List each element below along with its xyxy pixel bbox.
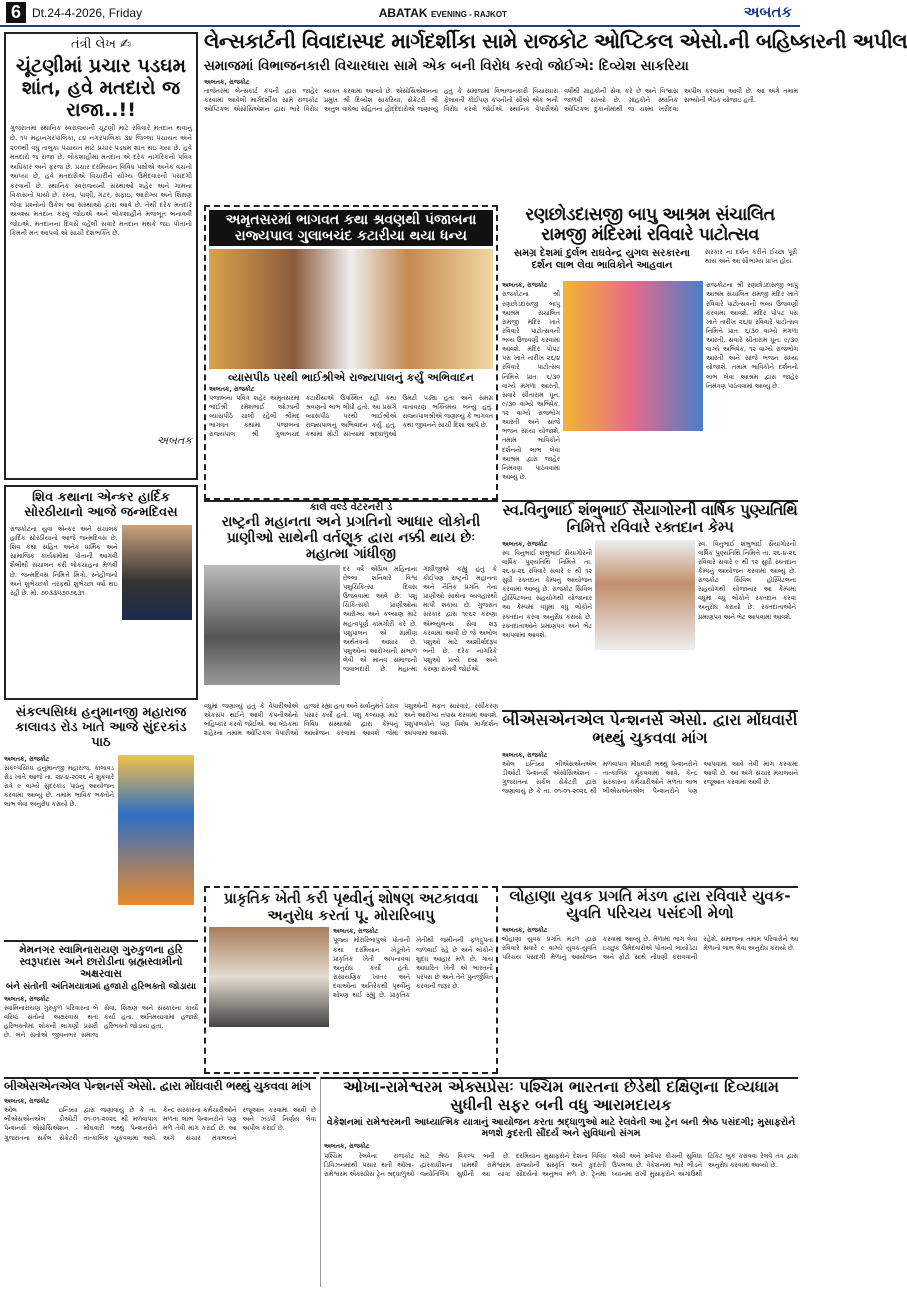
ranchhod-subhead: સમગ્ર દેશમાં દુર્લભ રાઘવેન્દ્ર યુગલ સરકારના દર્શન લાભ લેવા ભાવિકોને આહવાન	[513, 248, 691, 271]
issue-date: Dt.24-4-2026, Friday	[32, 5, 143, 20]
okha-headline: ઓખા-રામેશ્વરમ એક્સપ્રેસઃ પશ્ચિમ ભારતના છેડેથી દક્ષિણના દિવ્યધામ સુધીની સફર બની વધુ આરામદાયક	[343, 1078, 779, 1114]
gurukul-story	[4, 940, 198, 1074]
bsnl-story-2	[4, 1077, 316, 1287]
vinubhai-story	[502, 500, 798, 706]
page-number: 6	[6, 2, 26, 23]
bsnl-dateline: અબતક, રાજકોટ	[502, 751, 548, 759]
amritsar-headline: અમૃતસરમાં ભાગવત કથા શ્રવણથી પંજાબના રાજ્યપાલ ગુલાબચંદ કટારીયા થયા ધન્ય	[209, 210, 493, 246]
amritsar-story	[204, 205, 498, 500]
continued-body: વધુમાં જણાવ્યું હતું કે વેપારીઓએ એકસંપ થઈને આવી કંપનીઓનો બહિષ્કાર કરવો જોઈએ. આ બેઠકમાં શહેરના તમામ ઓપ્ટિકલ વેપારીઓ હાજર રહ્યા હતા અને સર્વાનુમતે ઠરાવ પસાર કર્યો હતો. પશુ કલ્યાણ માટે વિવિધ સંસ્થાઓ દ્વારા કેમ્પનું આયોજન કરવામાં આવશે જેમાં પશુઓની મફત સારવાર, રસીકરણ અને આરોગ્ય તપાસ કરવામાં આવશે. પશુપાલકોને પણ વિશેષ માર્ગદર્શન આપવામાં આવશે.	[204, 703, 498, 738]
hanuman-dateline: અબતક, રાજકોટ	[4, 755, 50, 763]
lohana-headline: લોહાણા યુવક પ્રગતિ મંડળ દ્વારા રવિવારે યુવક-યુવતિ પરિચય પસંદગી મેળો	[509, 887, 791, 923]
masthead-sub: EVENING - RAJKOT	[430, 9, 507, 19]
masthead-title: ABATAK	[378, 5, 428, 20]
morari-headline: પ્રાકૃતિક ખેતી કરી પૃથ્વીનું શોષણ અટકાવવા અનુરોધ કરતાં પૂ. મોરારિબાપુ	[223, 891, 479, 924]
morari-story	[204, 886, 498, 1074]
top-story-body: તાજેતરમાં લેન્સકાર્ટ કંપની દ્વારા જાહેર કરવામાં આવેલી માર્ગદર્શીકા સામે રાજકોટ ઓપ્ટિકલ એસોસિએશન દ્વારા ભારે વિરોધ વ્યક્ત કરવામાં આવ્યો છે. એસોસિએશનના પ્રમુખ શ્રી દિવ્યેશ સાકરિયા, સેક્રેટરી શ્રી અતુલ વાઘેલા સહિતના હોદ્દેદારોએ જણાવ્યું હતું કે સમાજમાં વિભાજનકારી વિચારધારા ફેલાવતી કોઈપણ કંપનીનો સૌએ એક બની વિરોધ કરવો જોઈએ. સ્થાનિક વેપારીઓ વર્ષોથી ગ્રાહકોની સેવા કરે છે અને વિશ્વાસ જાળવી રાખ્યો છે. ગ્રાહકોને સ્થાનિક ઓપ્ટિકલ દુકાનોમાંથી જ ચશ્મા ખરીદવા અપીલ કરવામાં આવી છે. આ અંગે તમામ સભ્યોની બેઠક યોજાઇ હતી.	[204, 87, 798, 113]
hanuman-story	[4, 706, 198, 938]
ranchhod-headline: રણછોડદાસજી બાપુ આશ્રમ સંચાલિત રામજી મંદિરમાં રવિવારે પાટોત્સવ	[525, 205, 775, 246]
gurukul-subhead: બંને સંતોની અંતિમયાત્રામાં હજારો હરિભક્તો જોડાયા	[5, 982, 197, 993]
amritsar-photo	[209, 249, 493, 369]
editorial-body: ગુજરાતમાં સ્થાનિક સ્વરાજ્યની ચૂંટણી માટે રવિવારે મતદાન થવાનું છે. ૧૫ મહાનગરપાલિકા, ૮૪ નગરપાલિકા ૩૪ જિલ્લા પંચાયત અને ૨૦૦થી વધુ તાલુકા પંચાયત માટે પ્રચાર પડઘમ શાંત થઇ ગયા છે. હવે મતદારો જ રાજા છે. લોકશાહીમાં મતદાન એ દરેક નાગરિકનો પવિત્ર અધિકાર અને ફરજ છે. પ્રચાર દરમિયાન વિવિધ પક્ષોએ અનેક વચનો આપ્યા છે, હવે મતદારોએ વિચારીને યોગ્ય ઉમેદવારની પસંદગી કરવાની છે. સ્થાનિક સ્વરાજ્યની સંસ્થાઓ શહેર અને ગામના વિકાસનો પાયો છે. રસ્તા, પાણી, ગટર, સફાઇ, આરોગ્ય અને શિક્ષણ જેવા પ્રશ્નોનો ઉકેલ આ સંસ્થાઓ દ્વારા આવે છે. તેથી દરેક મતદારે અવશ્ય મતદાન કરવું જોઇએ અને લોકશાહીને મજબૂત બનાવવી જોઇએ. મતદાનના દિવસે વહેલી સવારે મતદાન મથકે જઇ પોતાનો કિંમતી મત આપવો એ સાચી દેશભક્તિ છે.	[10, 124, 192, 238]
hanuman-headline: સંકલ્પસિધ્ધ હનુમાનજી મહારાજ કાલાવડ રોડ ખાતે આજે સુંદરકાંડ પાઠ	[15, 705, 187, 750]
morari-body: પૂજ્ય મોરારિબાપુએ પોતાની કથા દરમિયાન ખેડૂતોને પ્રાકૃતિક ખેતી અપનાવવા અનુરોધ કર્યો હતો. રાસાયણિક ખાતર અને દવાઓના અતિરેકથી પૃથ્વીનું શોષણ થઈ રહ્યું છે. પ્રાકૃતિક ખેતીથી જમીનની ફળદ્રુપતા જળવાઈ રહે છે અને લોકોને શુદ્ધ આહાર મળે છે. ગાય આધારિત ખેતી એ ભારતની પરંપરા છે અને તેને પુનર્જીવિત કરવાની જરૂર છે.	[333, 937, 493, 1000]
gurukul-headline: મેમનગર સ્વામિનારાયણ ગુરુકુળના હરિ સ્વરૂપદાસ અને છારોડીના બ્રહ્મસ્વામીનો અક્ષરવાસ	[19, 944, 183, 981]
top-story	[204, 29, 907, 202]
amritsar-caption: વ્યાસપીઠ પરથી ભાઈશ્રીએ રાજ્યપાલનું કર્યું અભિવાદન	[227, 371, 475, 385]
bsnl2-body: ઓલ ઇન્ડિયા બીએસએનએલ ડીઓટી પેન્શનર્સ એસોસિએશન - ગુજરાતના સર્કલ સેક્રેટરી દ્વારા જણાવાયું છે કે તા. ૦૧-૦૧-૨૦૨૬ થી મળવાપાત્ર મોંઘવારી ભથ્થું પેન્શનરોને તાત્કાલિક ચૂકવવામાં આવે. કેન્દ્ર સરકારના કર્મચારીઓને મળતા લાભ પેન્શનરોને પણ મળે તેવી માંગ કરાઈ છે. આ અંગે સંચાર મંત્રાલયને રજૂઆત કરવામાં આવી છે અને ઝડપી નિર્ણય લેવા અપીલ કરાઈ છે.	[4, 1107, 316, 1142]
vinubhai-photo	[595, 540, 695, 650]
editorial-box	[4, 32, 198, 480]
okha-subhead: વેકેશનમાં રામેશ્વરમની આધ્યાત્મિક યાત્રાનું આયોજન કરતા શ્રદ્ધાળુઓ માટે રેલવેની આ ટ્રેન બની શ્રેષ્ઠ પસંદગી; મુસાફરોને મળશે કુદરતી સૌંદર્ય અને સુવિધાનો સંગમ	[326, 1116, 796, 1139]
ranchhod-side: સરકાર ના દર્શન કરીને ઈચ્છા પૂરી થાય અને આ સૌભાગ્ય પ્રાપ્ત હોય.	[705, 249, 797, 266]
brand-logo: અબતક	[743, 4, 792, 21]
editorial-tag-text: તંત્રી લેખ	[70, 37, 116, 52]
bsnl2-dateline: અબતક, રાજકોટ	[4, 1098, 50, 1105]
vet-kicker: કાલે વર્લ્ડ વેટરનરી ડે	[309, 502, 393, 513]
editorial-signature: અબતક	[156, 434, 192, 448]
ranchhod-body: રાજકોટના શ્રી રણછોડદાસજી બાપુ આશ્રમ સંચાલિત રામજી મંદિર ખાતે રવિવારે પાટોત્સવની ભવ્ય ઉજવણી કરવામાં આવશે. મંદિર પોપટ પરા ખાતે તારીખ ૨૬/૪ રવિવારે પાટોત્સવ નિમિત્તે પ્રાતઃ ૬/૩૦ વાગ્યે મંગળા આરતી, સવારે સીતારામ ધૂન, ૯/૩૦ વાગ્યે અભિષેક, ૧૨ વાગ્યે રાજભોગ આરતી અને સાંજે ભજન સંધ્યા યોજાશે. તમામ ભાવિકોને દર્શનનો લાભ લેવા આશ્રમ દ્વારા જાહેર નિમંત્રણ પાઠવવામાં આવ્યું છે.	[502, 291, 560, 481]
okha-story	[320, 1077, 798, 1287]
vet-headline: રાષ્ટ્રની મહાનતા અને પ્રગતિનો આધાર લોકોની પ્રાણીઓ સાથેની વર્તણૂક દ્વારા નક્કી થાય છેઃ મહાત્મા ગાંધીજી	[221, 513, 481, 562]
amritsar-body: પંજાબના પવિત્ર શહેર અમૃતસરમાં ભાઈશ્રી રમેશભાઈ ઓઝાની વ્યાસપીઠે ચાલી રહેલી શ્રીમદ્ ભાગવત કથામાં પંજાબના રાજ્યપાલ શ્રી ગુલાબચંદ કટારીયાએ ઉપસ્થિત રહી કથા શ્રવણનો લાભ લીધો હતો. આ પ્રસંગે વ્યાસપીઠ પરથી ભાઈશ્રીએ રાજ્યપાલનું અભિવાદન કર્યું હતું. કથામાં મોટી સંખ્યામાં શ્રદ્ધાળુઓ ઉમટી પડ્યા હતા અને સમગ્ર વાતાવરણ ભક્તિમય બન્યું હતું. રાજ્યપાલશ્રીએ જણાવ્યું કે ભાગવત કથા જીવનને સાચી દિશા આપે છે.	[209, 394, 493, 439]
vinubhai-headline: સ્વ.વિનુભાઈ શંભુભાઈ સૈયાગોરની વાર્ષિક પુણ્યતિથિ નિમિત્તે રવિવારે રક્તદાન કેમ્પ	[502, 501, 798, 537]
bsnl-body: ઓલ ઇન્ડિયા બીએસએનએલ ડીઓટી પેન્શનર્સ એસોસિએશન - ગુજરાતના સર્કલ સેક્રેટરી દ્વારા જણાવાયું છે કે તા. ૦૧-૦૧-૨૦૨૬ થી મળવાપાત્ર મોંઘવારી ભથ્થું પેન્શનરોને તાત્કાલિક ચૂકવવામાં આવે. કેન્દ્ર સરકારના કર્મચારીઓને મળતા લાભ બીએસએનએલ પેન્શનરોને પણ આપવામાં આવે તેવી માંગ કરવામાં આવી છે. આ અંગે સંચાર મંત્રાલયને રજૂઆત કરવામાં આવી છે.	[502, 760, 798, 796]
hardik-story	[4, 485, 198, 700]
page-header	[0, 0, 800, 27]
gurukul-body: સ્વામિનારાયણ ગુરુકુળ પરિવારના બે વરિષ્ઠ સંતોનો અક્ષરવાસ થતાં હરિભક્તોમાં શોકની લાગણી પ્રસરી છે. બંને સંતોએ જીવનભર સમાજ સેવા, શિક્ષણ અને સંસ્કારના કાર્યો કર્યા હતા. અંતિમયાત્રામાં હજારો હરિભક્તો જોડાયા હતા.	[4, 1004, 198, 1040]
vet-body: દર વર્ષે એપ્રિલ મહિનાના છેલ્લા શનિવારે વિશ્વ પશુચિકિત્સા દિવસ ઉજવવામાં આવે છે. પશુ ચિકિત્સકો પ્રાણીઓના આરોગ્ય અને કલ્યાણ માટે મહત્વપૂર્ણ કામગીરી કરે છે. પશુપાલન એ ગ્રામીણ અર્થતંત્રનો આધાર છે. પશુઓના આરોગ્યની સંભાળ લેવી એ માનવ સમાજની જવાબદારી છે. મહાત્મા ગાંધીજીએ કહ્યું હતું કે કોઈપણ રાષ્ટ્રની મહાનતા અને નૈતિક પ્રગતિ તેના પ્રાણીઓ સાથેના વ્યવહારથી માપી શકાય છે. ગુજરાત સરકાર દ્વારા ૧૯૬૨ કરુણા એમ્બ્યુલન્સ સેવા શરૂ કરવામાં આવી છે જે અબોલ પશુઓ માટે આશીર્વાદરૂપ બની છે. દરેક નાગરિકે પશુઓ પ્રત્યે દયા અને કરુણા રાખવી જોઈએ.	[343, 565, 497, 674]
bsnl-story	[502, 710, 798, 882]
hardik-photo	[122, 525, 192, 620]
amritsar-dateline: અબતક, રાજકોટ	[209, 385, 255, 393]
masthead	[142, 6, 744, 20]
vinubhai-body: સ્વ. વિનુભાઈ શંભુભાઈ સૈયાગોરની વાર્ષિક પુણ્યતિથિ નિમિત્તે તા. ૨૬-૪-૨૬ રવિવારે સવારે ૯ થી ૧૨ સુધી રક્તદાન કેમ્પનું આયોજન કરવામાં આવ્યું છે. રાજકોટ સિવિલ હોસ્પિટલના સહયોગથી યોજાનાર આ કેમ્પમાં વધુમાં વધુ લોકોને રક્તદાન કરવા અનુરોધ કરાયો છે. રક્તદાતાઓને પ્રમાણપત્ર અને ભેટ આપવામાં આવશે.	[502, 549, 592, 639]
gurukul-dateline: અબતક, રાજકોટ	[4, 995, 50, 1003]
bsnl2-headline: બીએસએનએલ પેન્શનર્સ એસો. દ્વારા મોંઘવારી ભથ્થું ચુકવવા માંગ	[4, 1079, 311, 1093]
vet-story	[204, 500, 498, 700]
okha-dateline: અબતક, રાજકોટ	[324, 1143, 370, 1151]
hanuman-image	[118, 755, 194, 905]
hardik-headline: શિવ કથાના એન્કર હાર્દિક સોરઠીયાનો આજે જન્મદિવસ	[24, 490, 178, 520]
top-story-dateline: અબતક, રાજકોટ	[204, 78, 250, 86]
lohana-story	[502, 886, 798, 1074]
vinubhai-body-continued: સ્વ. વિનુભાઈ શંભુભાઈ સૈયાગોરની વાર્ષિક પુણ્યતિથિ નિમિત્તે તા. ૨૬-૪-૨૬ રવિવારે સવારે ૯ થી ૧૨ સુધી રક્તદાન કેમ્પનું આયોજન કરવામાં આવ્યું છે. રાજકોટ સિવિલ હોસ્પિટલના સહયોગથી યોજાનાર આ કેમ્પમાં વધુમાં વધુ લોકોને રક્તદાન કરવા અનુરોધ કરાયો છે. રક્તદાતાઓને પ્રમાણપત્ર અને ભેટ આપવામાં આવશે.	[698, 540, 796, 621]
editorial-headline: ચૂંટણીમાં પ્રચાર પડઘમ શાંત, હવે મતદારો જ રાજા..!!	[15, 54, 187, 121]
bsnl-headline: બીએસએનએલ પેન્શનર્સ એસો. દ્વારા મોંઘવારી ભથ્થું ચુકવવા માંગ	[502, 711, 798, 747]
ranchhod-deity-image	[563, 281, 703, 431]
editorial-tag: તંત્રી લેખ ✍	[70, 37, 131, 52]
top-story-subhead: સમાજમાં વિભાજનકારી વિચારધારા સામે એક બની વિરોધ કરવો જોઈએ: દિવ્યેશ સાકરિયા	[204, 57, 689, 74]
lohana-body: લોહાણા યુવક પ્રગતિ મંડળ દ્વારા રવિવારે સવારે ૯ વાગ્યે યુવક-યુવતિ પરિચય પસંદગી મેળાનું આયોજન કરવામાં આવ્યું છે. મેળામાં ભાગ લેવા ઇચ્છુક ઉમેદવારોએ પોતાનો બાયોડેટા અને ફોટો સાથે નોંધણી કરાવવાની રહેશે. સમાજના તમામ પરિવારોને આ મેળાનો લાભ લેવા અનુરોધ કરાયો છે.	[502, 935, 798, 961]
morari-dateline: અબતક, રાજકોટ	[333, 928, 379, 936]
hardik-body: રાજકોટના યુવા એન્કર અને સંચાલક હાર્દિક સોરઠીયાનો આજે જન્મદિવસ છે. શિવ કથા સહિત અનેક ધાર્મિક અને સામાજિક કાર્યક્રમોમાં પોતાની આગવી શૈલીથી સંચાલન કરી લોકચાહના મેળવી છે. જન્મદિવસ નિમિત્તે મિત્રો, સ્નેહીજનો અને શુભેચ્છકો તરફથી શુભેચ્છા વર્ષા થઇ રહી છે. મો. ૭૦૩૩૫૭૦૭૬૩૧	[10, 525, 118, 597]
ranchhod-story	[502, 205, 798, 500]
gandhi-photo	[204, 565, 340, 685]
hanuman-body: સંકલ્પસિધ્ધ હનુમાનજી મહારાજ, કાલાવડ રોડ ખાતે આજે તા. ૨૪-૪-૨૦૨૬ ને શુક્રવારે રાત્રે ૯ વાગ્યે સુંદરકાંડ પાઠનું આયોજન કરવામાં આવ્યું છે. તમામ ભાવિક ભક્તોને લાભ લેવા અનુરોધ કરાયો છે.	[4, 764, 114, 809]
morari-photo	[209, 927, 329, 1027]
okha-body: પશ્ચિમ રેલવેના રાજકોટ ડિવિઝનમાંથી પસાર થતી ઓખા-રામેશ્વરમ એક્સપ્રેસ ટ્રેન શ્રદ્ધાળુઓ માટે શ્રેષ્ઠ વિકલ્પ બની છે. દ્વારકાધીશના ધામથી રામેશ્વરમ જ્યોતિર્લિંગ સુધીની આ યાત્રા દરમિયાન મુસાફરોને દેશના વિવિધ રાજ્યોની સંસ્કૃતિ અને કુદરતી સૌંદર્યનો અનુભવ મળે છે. ટ્રેનમાં એસી અને સ્લીપર કોચની સુવિધા ઉપલબ્ધ છે. વેકેશનમાં ભારે ભીડને ધ્યાનમાં રાખી મુસાફરોને અગાઉથી ટિકિટ બુક કરાવવા રેલવે તંત્ર દ્વારા અનુરોધ કરવામાં આવ્યો છે.	[324, 1152, 798, 1178]
lohana-dateline: અબતક, રાજકોટ	[502, 926, 548, 934]
vinubhai-dateline: અબતક, રાજકોટ	[502, 540, 548, 548]
ranchhod-body-continued: રાજકોટના શ્રી રણછોડદાસજી બાપુ આશ્રમ સંચાલિત રામજી મંદિર ખાતે રવિવારે પાટોત્સવની ભવ્ય ઉજવણી કરવામાં આવશે. મંદિર પોપટ પરા ખાતે તારીખ ૨૬/૪ રવિવારે પાટોત્સવ નિમિત્તે પ્રાતઃ ૬/૩૦ વાગ્યે મંગળા આરતી, સવારે સીતારામ ધૂન, ૯/૩૦ વાગ્યે અભિષેક, ૧૨ વાગ્યે રાજભોગ આરતી અને સાંજે ભજન સંધ્યા યોજાશે. તમામ ભાવિકોને દર્શનનો લાભ લેવા આશ્રમ દ્વારા જાહેર નિમંત્રણ પાઠવવામાં આવ્યું છે.	[706, 282, 798, 390]
top-story-headline: લેન્સકાર્ટની વિવાદાસ્પદ માર્ગદર્શીકા સામે રાજકોટ ઓપ્ટિકલ એસો.ની બહિષ્કારની અપીલ	[204, 29, 907, 53]
ranchhod-dateline: અબતક, રાજકોટ	[502, 282, 548, 290]
